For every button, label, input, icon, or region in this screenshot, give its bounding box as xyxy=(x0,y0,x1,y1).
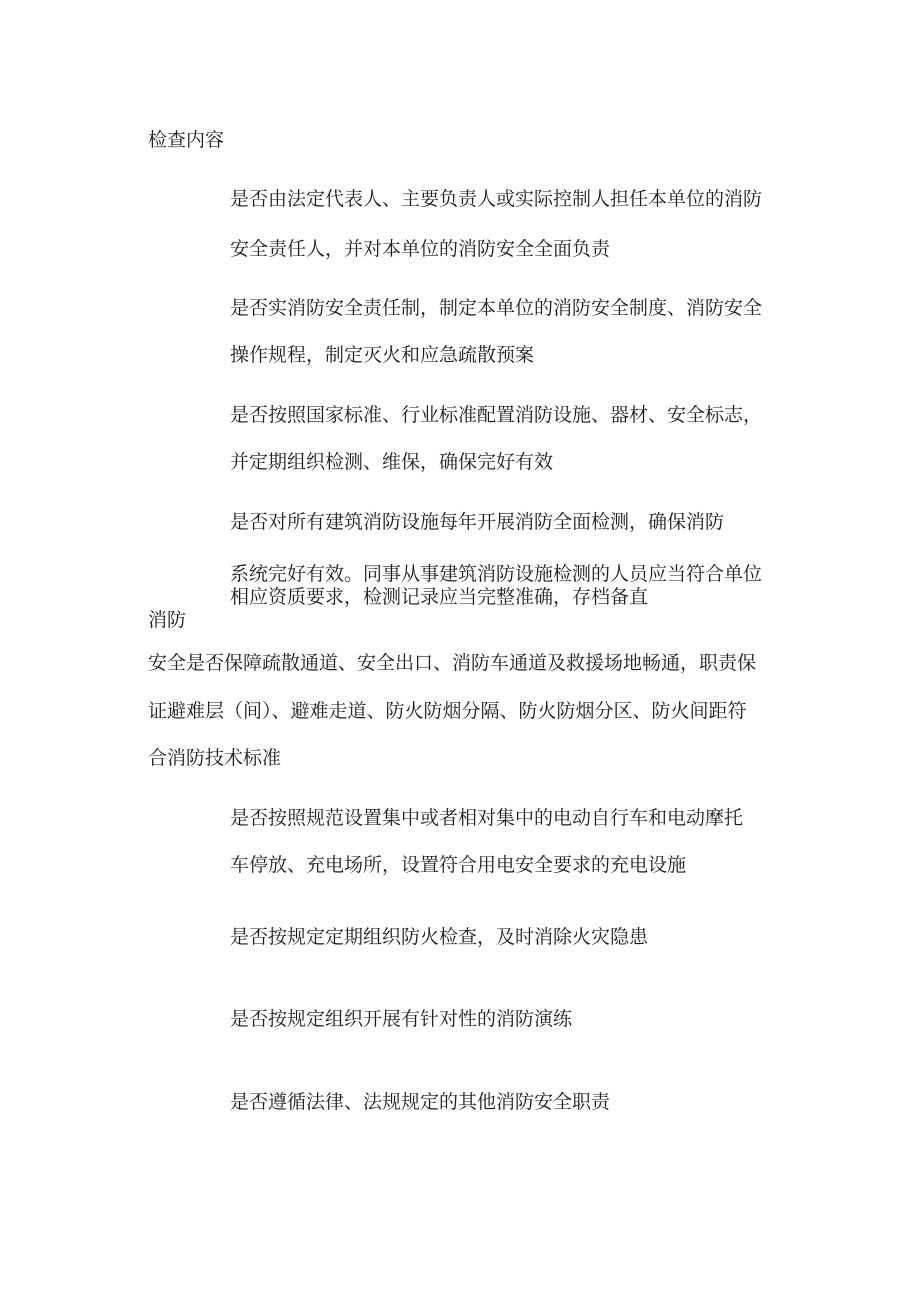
item-line: 是否实消防安全责任制，制定本单位的消防安全制度、消防安全 xyxy=(230,297,763,319)
section-heading: 检查内容 xyxy=(148,129,225,151)
item-line: 操作规程，制定灭火和应急疏散预案 xyxy=(230,344,535,366)
item-line: 是否遵循法律、法规规定的其他消防安全职责 xyxy=(230,1091,611,1113)
item-line: 相应资质要求，检测记录应当完整准确，存档备直 xyxy=(230,586,649,608)
item-line: 是否对所有建筑消防设施每年开展消防全面检测，确保消防 xyxy=(230,511,725,533)
item-line: 系统完好有效。同事从事建筑消防设施检测的人员应当符合单位 xyxy=(230,563,763,585)
item-line: 并定期组织检测、维保，确保完好有效 xyxy=(230,451,554,473)
item-line: 是否按规定定期组织防火检查，及时消除火灾隐患 xyxy=(230,926,649,948)
item-line: 是否由法定代表人、主要负责人或实际控制人担任本单位的消防 xyxy=(230,188,763,210)
item-line: 是否按照国家标准、行业标准配置消防设施、器材、安全标志， xyxy=(230,404,763,426)
category-line: 安全是否保障疏散通道、安全出口、消防车通道及救援场地畅通，职责保 xyxy=(148,652,757,674)
item-line: 是否按照规范设置集中或者相对集中的电动自行车和电动摩托 xyxy=(230,807,744,829)
item-line: 安全责任人，并对本单位的消防安全全面负责 xyxy=(230,238,611,260)
item-line: 是否按规定组织开展有针对性的消防演练 xyxy=(230,1008,573,1030)
category-label: 消防 xyxy=(148,609,187,631)
category-line: 合消防技术标准 xyxy=(148,747,282,769)
item-line: 车停放、充电场所，设置符合用电安全要求的充电设施 xyxy=(230,854,687,876)
category-line: 证避难层（间）、避难走道、防火防烟分隔、防火防烟分区、防火间距符 xyxy=(148,700,747,722)
